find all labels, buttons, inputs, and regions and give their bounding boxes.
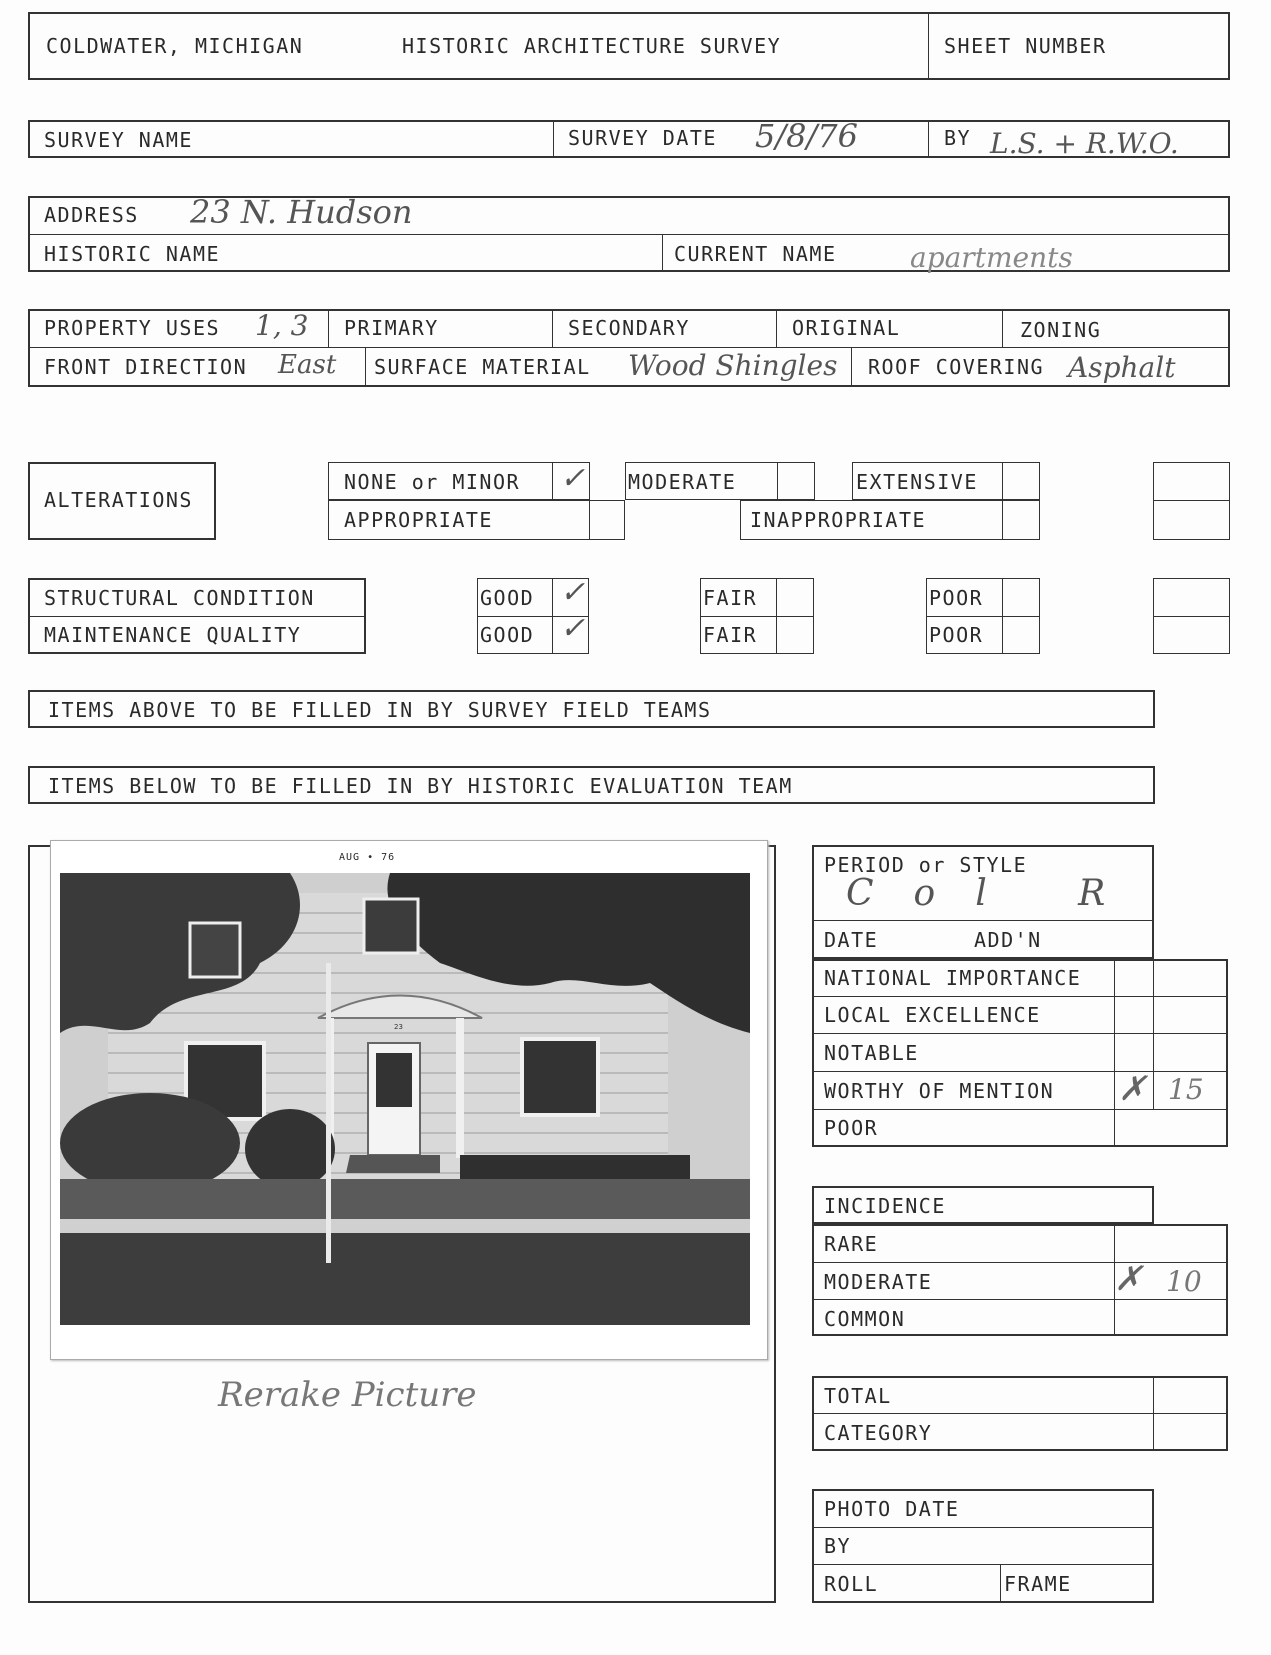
header-city: COLDWATER, MICHIGAN — [46, 34, 304, 58]
shrub-left — [60, 1093, 240, 1193]
importance-row-4 — [812, 1109, 1228, 1110]
local-excellence-label: LOCAL EXCELLENCE — [824, 1003, 1041, 1027]
good-check-divider — [552, 578, 553, 654]
moderate-checkbox[interactable] — [777, 462, 815, 500]
appropriate-checkbox[interactable] — [590, 500, 625, 540]
alterations-label: ALTERATIONS — [44, 488, 193, 512]
poor-divider — [926, 616, 1040, 617]
lower-window-right — [522, 1039, 598, 1115]
rare-label: RARE — [824, 1232, 879, 1256]
survey-date-label: SURVEY DATE — [568, 126, 717, 150]
photo-info-row-1 — [812, 1527, 1154, 1528]
front-door-glass — [376, 1053, 412, 1107]
extensive-label: EXTENSIVE — [856, 470, 978, 494]
prop-div-5 — [365, 347, 366, 387]
prop-div-1 — [328, 309, 329, 347]
none-minor-check: ✓ — [560, 461, 586, 496]
worthy-of-mention-label: WORTHY OF MENTION — [824, 1079, 1055, 1103]
incidence-row-1 — [812, 1262, 1228, 1263]
survey-div-1 — [553, 120, 554, 158]
original-label: ORIGINAL — [792, 316, 901, 340]
extensive-checkbox[interactable] — [1002, 462, 1040, 500]
maintenance-fair-label: FAIR — [703, 623, 758, 647]
importance-row-2 — [812, 1033, 1228, 1034]
house-photo — [60, 873, 750, 1325]
street-lawn — [60, 1233, 750, 1325]
house-photo-card — [50, 840, 768, 1360]
historic-name-label: HISTORIC NAME — [44, 242, 221, 266]
photo-date-label: PHOTO DATE — [824, 1497, 960, 1521]
incidence-moderate-label: MODERATE — [824, 1270, 933, 1294]
structural-good-check[interactable]: ✓ — [560, 575, 586, 610]
survey-by-value[interactable]: L.S. + R.W.O. — [990, 127, 1179, 160]
primary-label: PRIMARY — [344, 316, 439, 340]
total-label: TOTAL — [824, 1384, 892, 1408]
none-minor-label: NONE or MINOR — [344, 470, 521, 494]
total-col — [1153, 1376, 1154, 1451]
worthy-score[interactable]: 15 — [1168, 1073, 1204, 1106]
date-label: DATE — [824, 928, 879, 952]
structural-condition-label: STRUCTURAL CONDITION — [44, 586, 315, 610]
front-direction-label: FRONT DIRECTION — [44, 355, 248, 379]
inappropriate-label: INAPPROPRIATE — [750, 508, 927, 532]
incidence-moderate-mark[interactable]: ✗ — [1114, 1259, 1143, 1299]
property-uses-value[interactable]: 1, 3 — [255, 309, 309, 342]
photo-caption: Rerake Picture — [218, 1375, 477, 1415]
structural-poor-label: POOR — [929, 586, 984, 610]
alterations-score-divider — [1153, 500, 1230, 501]
photo-date-stamp: AUG • 76 — [339, 852, 396, 863]
photo-info-row-2 — [812, 1564, 1154, 1565]
note-above: ITEMS ABOVE TO BE FILLED IN BY SURVEY FIELD TEAMS — [48, 698, 712, 722]
front-direction-value[interactable]: East — [278, 350, 337, 380]
incidence-moderate-score[interactable]: 10 — [1166, 1265, 1202, 1298]
property-uses-label: PROPERTY USES — [44, 316, 221, 340]
address-col-divider — [662, 234, 663, 272]
alterations-score-box[interactable] — [1153, 462, 1230, 540]
frame-label: FRAME — [1004, 1572, 1072, 1596]
structural-good-label: GOOD — [480, 586, 535, 610]
maintenance-good-label: GOOD — [480, 623, 535, 647]
prop-div-4 — [1002, 309, 1003, 347]
moderate-label: MODERATE — [628, 470, 737, 494]
survey-date-value[interactable]: 5/8/76 — [755, 117, 858, 155]
period-style-value[interactable]: Col R — [846, 873, 1146, 914]
appropriate-label: APPROPRIATE — [344, 508, 493, 532]
fair-divider — [700, 616, 814, 617]
photo-info-col — [1000, 1564, 1001, 1603]
incidence-label: INCIDENCE — [824, 1194, 946, 1218]
secondary-label: SECONDARY — [568, 316, 690, 340]
header-title: HISTORIC ARCHITECTURE SURVEY — [402, 34, 782, 58]
front-steps — [346, 1155, 440, 1173]
national-importance-label: NATIONAL IMPORTANCE — [824, 966, 1082, 990]
importance-col-1 — [1114, 959, 1115, 1147]
note-below: ITEMS BELOW TO BE FILLED IN BY HISTORIC EVALUATION TEAM — [48, 774, 793, 798]
survey-by-label: BY — [944, 126, 972, 150]
condition-label-divider — [28, 616, 366, 617]
surface-material-label: SURFACE MATERIAL — [374, 355, 591, 379]
current-name-label: CURRENT NAME — [674, 242, 837, 266]
porch-column-right — [456, 1018, 464, 1158]
maintenance-poor-label: POOR — [929, 623, 984, 647]
structural-fair-label: FAIR — [703, 586, 758, 610]
condition-score-divider — [1153, 616, 1230, 617]
addn-label: ADD'N — [974, 928, 1042, 952]
category-label: CATEGORY — [824, 1421, 933, 1445]
importance-col-2 — [1153, 959, 1154, 1109]
prop-div-2 — [552, 309, 553, 347]
front-lawn — [60, 1179, 750, 1219]
sidewalk — [60, 1219, 750, 1233]
importance-row-3 — [812, 1071, 1228, 1072]
sign-pole — [326, 963, 331, 1263]
notable-label: NOTABLE — [824, 1041, 919, 1065]
upper-window-left — [190, 923, 240, 977]
common-label: COMMON — [824, 1307, 906, 1331]
poor-rating-label: POOR — [824, 1116, 879, 1140]
photo-by-label: BY — [824, 1534, 852, 1558]
inappropriate-checkbox[interactable] — [1002, 500, 1040, 540]
period-style-label: PERIOD or STYLE — [824, 853, 1028, 877]
maintenance-quality-label: MAINTENANCE QUALITY — [44, 623, 302, 647]
address-label: ADDRESS — [44, 203, 139, 227]
maintenance-good-check[interactable]: ✓ — [560, 611, 586, 646]
address-value[interactable]: 23 N. Hudson — [190, 193, 413, 231]
roll-label: ROLL — [824, 1572, 879, 1596]
sheet-number-label: SHEET NUMBER — [944, 34, 1107, 58]
prop-div-3 — [776, 309, 777, 347]
address-row-divider — [28, 234, 1230, 235]
survey-name-label: SURVEY NAME — [44, 128, 193, 152]
upper-window-right — [364, 899, 418, 953]
worthy-mark[interactable]: ✗ — [1118, 1069, 1147, 1109]
zoning-label: ZONING — [1020, 318, 1102, 342]
fair-check-divider — [776, 578, 777, 654]
prop-div-6 — [851, 347, 852, 387]
incidence-row-2 — [812, 1299, 1228, 1300]
current-name-value[interactable]: apartments — [910, 241, 1073, 274]
importance-row-1 — [812, 996, 1228, 997]
shrub-center — [245, 1109, 335, 1189]
surface-material-value[interactable]: Wood Shingles — [628, 349, 838, 382]
total-divider — [812, 1413, 1228, 1414]
hedge-right — [460, 1155, 690, 1179]
header-divider — [928, 12, 929, 80]
roof-covering-label: ROOF COVERING — [868, 355, 1045, 379]
period-date-divider — [812, 920, 1154, 921]
poor-check-divider — [1002, 578, 1003, 654]
survey-div-2 — [928, 120, 929, 158]
roof-covering-value[interactable]: Asphalt — [1068, 351, 1176, 384]
property-row-divider — [28, 347, 1230, 348]
house-number: 23 — [394, 1023, 403, 1031]
